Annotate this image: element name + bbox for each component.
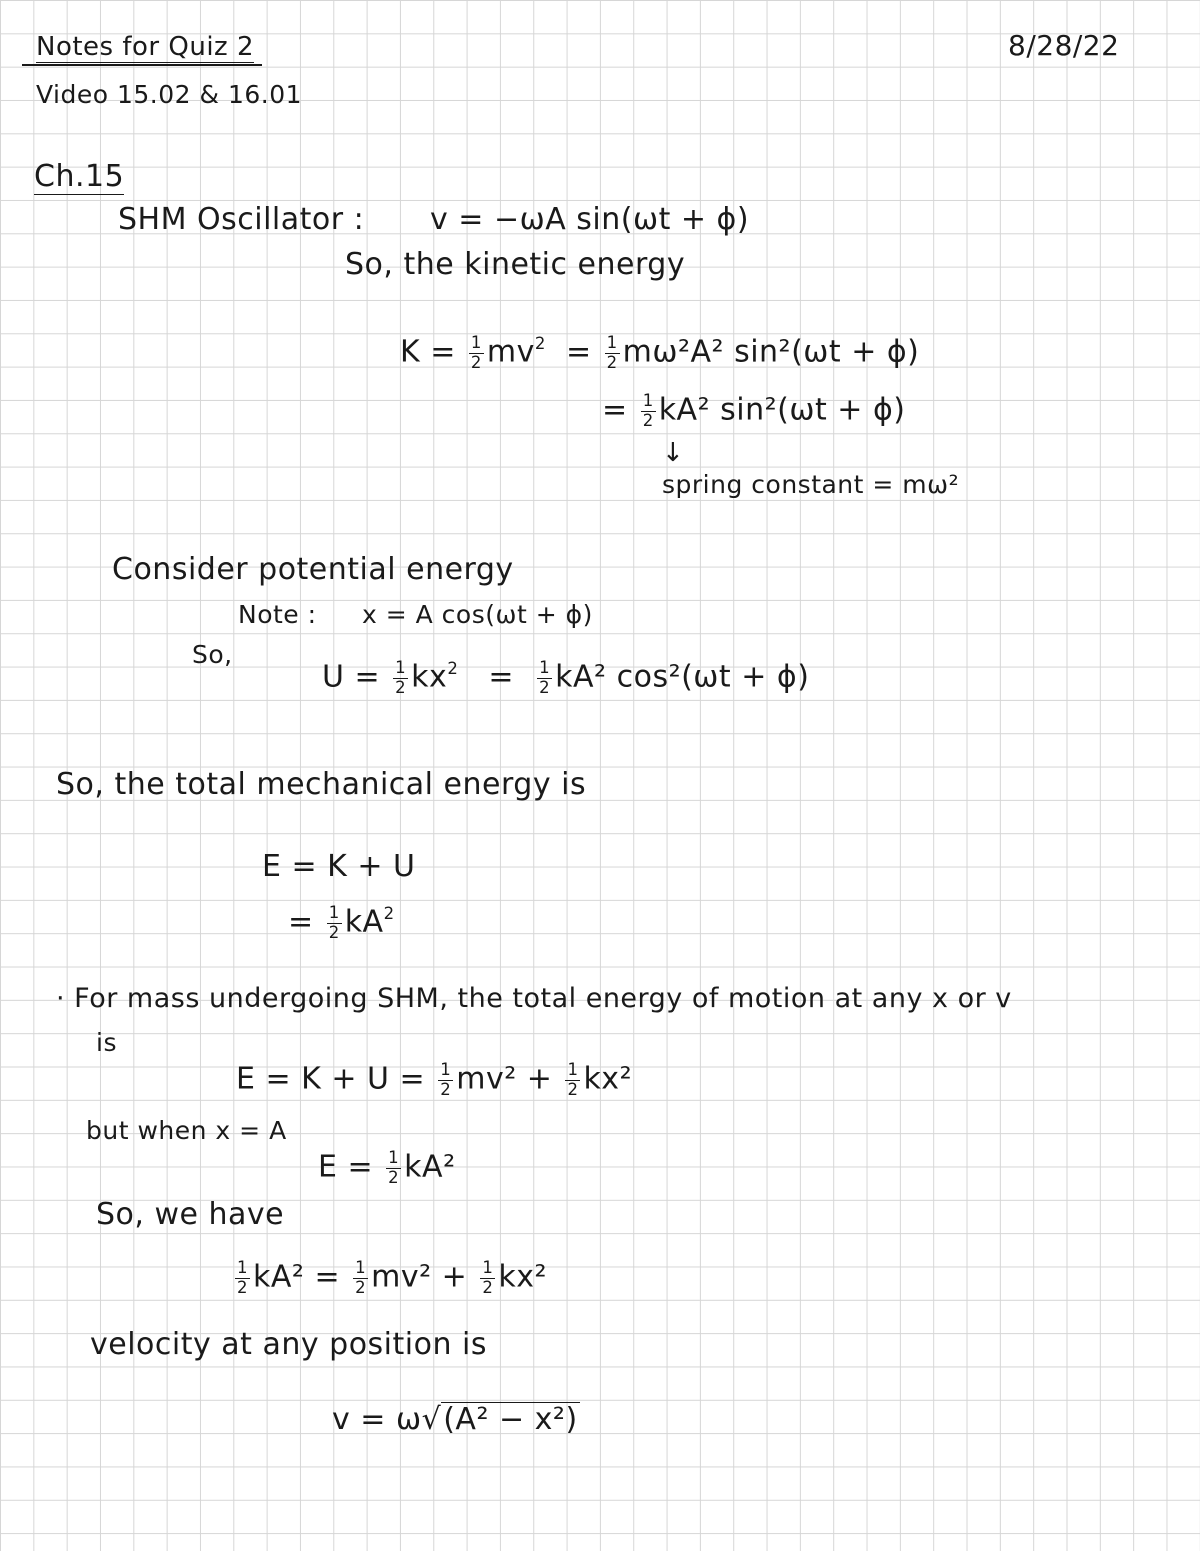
so-label: So,: [192, 640, 233, 669]
total-energy-result: = $\frac{1}{2}$ $kA^2$: [288, 903, 395, 942]
kinetic-energy-intro: So, the kinetic energy: [345, 247, 686, 282]
velocity-final-equation: v = ω√(A² − x²): [332, 1402, 578, 1437]
shm-energy-statement: · For mass undergoing SHM, the total energy of motion at any x or v: [56, 983, 1012, 1014]
video-reference: Video 15.02 & 16.01: [36, 80, 303, 109]
energy-full-equation: E = K + U = $\frac{1}{2}$ mv² + $\frac{1}{2}$ kx²: [236, 1060, 633, 1099]
total-energy-equation: E = K + U: [262, 849, 416, 884]
sqrt-icon: √: [421, 1402, 442, 1437]
down-arrow-icon: ↓: [662, 438, 685, 468]
so-we-have-label: So, we have: [96, 1197, 285, 1232]
is-label: is: [96, 1028, 117, 1057]
velocity-equation: v = −ωA sin(ωt + ϕ): [430, 202, 750, 237]
potential-energy-equation: U = $\frac{1}{2}$ $kx^2$ = $\frac{1}{2}$ kA² cos²(ωt + ϕ): [322, 658, 810, 697]
total-energy-intro: So, the total mechanical energy is: [56, 767, 587, 802]
kinetic-energy-equation-line2: = $\frac{1}{2}$ kA² sin²(ωt + ϕ): [602, 391, 906, 430]
energy-amplitude-equation: E = $\frac{1}{2}$ kA²: [318, 1148, 456, 1187]
shm-oscillator-label: SHM Oscillator :: [118, 202, 365, 237]
note-label: Note :: [238, 600, 317, 629]
energy-conservation-equation: $\frac{1}{2}$ kA² = $\frac{1}{2}$ mv² + $\frac{1}{2}$ kx²: [237, 1258, 548, 1297]
page-title: Notes for Quiz 2: [36, 32, 254, 62]
potential-energy-intro: Consider potential energy: [112, 552, 514, 587]
section-heading: Ch.15: [34, 159, 125, 194]
velocity-intro: velocity at any position is: [90, 1327, 487, 1362]
but-when-condition: but when x = A: [86, 1116, 287, 1145]
kinetic-energy-equation: K = $\frac{1}{2}$ $mv^2$ = $\frac{1}{2}$ mω²A² sin²(ωt + ϕ): [400, 333, 920, 372]
position-equation: x = A cos(ωt + ϕ): [362, 600, 593, 629]
page-date: 8/28/22: [1008, 29, 1120, 62]
title-rule: [22, 64, 262, 66]
spring-constant-note: spring constant = mω²: [662, 470, 960, 499]
